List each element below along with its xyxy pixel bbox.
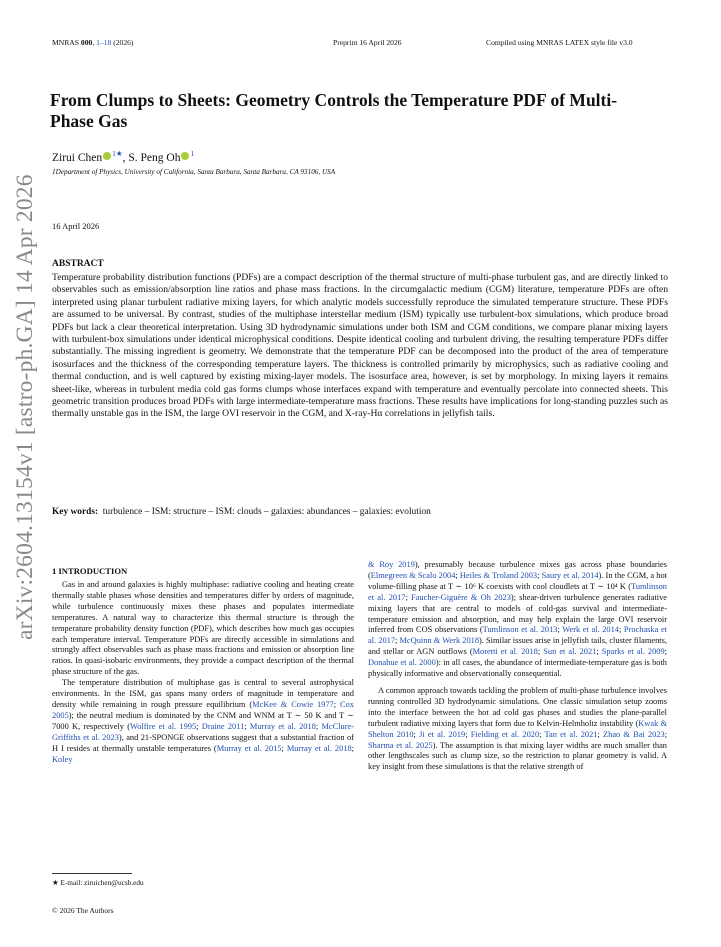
abstract-text: Temperature probability distribution functions (PDFs) are a compact description of the thermal structure of multi-phase turbulent gas, and are directly linked to observables such as emission/absorption line ratios and phase mass fractions. In the circumgalactic medium (CGM) literature, temperature PDFs are often interpreted using planar turbulent radiative mixing layers, for which analytic models successfully reproduce the simulated temperature structure. These PDFs are assumed to be universal. By contrast, studies of the multiphase interstellar medium (ISM) typically use turbulent-box simulations, which produce broad PDFs but lack a clear theoretical interpretation. Using 3D hydrodynamic simulations under both ISM and CGM conditions, we compare planar mixing layers with turbulent-box simulations under identical microphysical conditions. Despite identical cooling and turbulent driving, the resulting temperature PDFs differ substantially. The missing ingredient is geometry. We demonstrate that the temperature PDF can be decomposed into the product of the area of temperature isosurfaces and the thickness of the corresponding temperature layers. The thickness is controlled primarily by microphysics, such as radiative cooling and thermal conduction, and is well captured by existing mixing-layer models. The isosurface area, however, is set by morphology. In mixing layers it remains sheet-like, whereas in turbulent media cold gas forms clumps whose interfaces expand with temperature and eventually percolate into connected sheets. This geometric transition produces broad PDFs with large intermediate-temperature mass fractions. These results have implications for long-standing puzzles such as thermally unstable gas in the ISM, the large OVI reservoir in the CGM, and X-ray-Hα correlations in jellyfish tails. — [52, 272, 668, 420]
keywords-list: turbulence – ISM: structure – ISM: clouds – galaxies: abundances – galaxies: evolution — [102, 507, 431, 517]
citation-link[interactable]: Wolfire et al. 1995 — [130, 721, 197, 731]
paragraph: & Roy 2019), presumably because turbulence mixes gas across phase boundaries (Elmegreen & Scalo 2004; Heiles & Troland 2003; Saury et al. 2014). In the CGM, a hot volume-filling phase at T ∼ 10⁶ K coexists with cool cloudlets at T ∼ 10⁴ K (Tumlinson et al. 2017; Faucher-Giguère & Oh 2023); shear-driven turbulence generates radiative mixing layers that are central to models of cold-gas survival and intermediate-temperature emission and absorption, and may help explain the large OVI reservoir inferred from COS observations (Tumlinson et al. 2013; Werk et al. 2014; Prochaska et al. 2017; McQuinn & Werk 2018). Similar issues arise in jellyfish tails, cluster filaments, and stellar or AGN outflows (Moretti et al. 2018; Sun et al. 2021; Sparks et al. 2009; Donahue et al. 2000): in all cases, the abundance of intermediate-temperature gas is both physically informative and observationally consequential. — [368, 560, 668, 679]
author-affiliation-marker: 1★ — [112, 149, 123, 158]
footnote-rule — [52, 873, 132, 874]
journal-volume: 000 — [80, 38, 93, 47]
citation-link[interactable]: Sharma et al. 2025 — [368, 740, 433, 750]
footnote-email: ★ E-mail: ziruichen@ucsb.edu — [52, 878, 144, 887]
journal-name: MNRAS — [52, 38, 81, 47]
author-affiliation-marker: 1 — [190, 149, 195, 158]
keywords — [52, 507, 668, 517]
citation-link[interactable]: Kwak & Shelton 2010 — [368, 718, 667, 739]
abstract-heading: ABSTRACT — [52, 259, 104, 269]
running-header-left: MNRAS 000, 1–18 (2026) — [52, 38, 134, 47]
paragraph: Gas in and around galaxies is highly multiphase: radiative cooling and heating create thermally stable phases whose densities and temperatures differ by orders of magnitude, while turbulence continuously mixes these phases and populates intermediate temperatures. A natural way to characterize this thermal structure is through the temperature probability density function (PDF), which describes how much gas occupies each temperature interval. Temperature PDFs are directly accessible in simulations and strongly affect observables such as phase mass fractions and emission or absorption line ratios. In quasi-isobaric environments, they provide a compact description of the thermal phase structure of the gas. — [52, 580, 354, 677]
citation-link[interactable]: Murray et al. 2015 — [216, 743, 282, 753]
citation-link[interactable]: Draine 2011 — [201, 721, 245, 731]
citation-link[interactable]: Prochaska et al. 2017 — [368, 625, 668, 646]
citation-link[interactable]: Elmegreen & Scalo 2004 — [370, 570, 456, 580]
running-header-center: Preprint 16 April 2026 — [333, 38, 402, 47]
citation-link[interactable]: McClure-Griffiths et al. 2023 — [52, 721, 355, 742]
paragraph: A common approach towards tackling the problem of multi-phase turbulence involves running controlled 3D hydrodynamic simulations. One classic simulation setup zooms into the interface between the hot ad cold gas phases and studies the plane-parallel turbulent radiative mixing layers that form due to Kelvin-Helmholtz instability (Kwak & Shelton 2010; Ji et al. 2019; Fielding et al. 2020; Tan et al. 2021; Zhao & Bai 2023; Sharma et al. 2025). The assumption is that mixing layer widths are much smaller than other lengthscales such as clump size, so the restriction to planar geometry is valid. A key insight from these simulations is that the relative strength of — [368, 685, 668, 772]
copyright: © 2026 The Authors — [52, 906, 114, 915]
citation-link[interactable]: & Roy 2019 — [368, 560, 415, 569]
citation-link[interactable]: Tumlinson et al. 2017 — [368, 581, 667, 602]
page-range-link[interactable]: 1–18 — [96, 38, 112, 47]
orcid-icon[interactable] — [181, 152, 189, 160]
citation-link[interactable]: Murray et al. 2018 — [249, 721, 316, 731]
running-header-right: Compiled using MNRAS LATEX style file v3.0 — [486, 38, 633, 47]
orcid-icon[interactable] — [103, 152, 111, 160]
section-heading: 1 INTRODUCTION — [52, 566, 128, 576]
paper-title: From Clumps to Sheets: Geometry Controls the Temperature PDF of Multi-Phase Gas — [50, 90, 618, 131]
author-name[interactable]: S. Peng Oh — [128, 152, 181, 164]
citation-link[interactable]: Sun et al. 2021 — [543, 647, 597, 657]
citation-link[interactable]: Faucher-Giguère & Oh 2023 — [411, 592, 511, 602]
citation-link[interactable]: Werk et al. 2014 — [562, 625, 619, 635]
citation-link[interactable]: Zhao & Bai 2023 — [603, 729, 665, 739]
citation-link[interactable]: Cox 2005 — [52, 699, 354, 720]
paragraph: The temperature distribution of multiphase gas is central to several astrophysical environments. In the ISM, gas spans many orders of magnitude in temperature and density while remaining in rough pressure equilibrium (McKee & Cowie 1977; Cox 2005); the neutral medium is dominated by the CNM and WNM at T ∼ 50 K and T ∼ 7000 K, respectively (Wolfire et al. 1995; Draine 2011; Murray et al. 2018; McClure-Griffiths et al. 2023), and 21-SPONGE observations suggest that a substantial fraction of H I resides at thermally unstable temperatures (Murray et al. 2015; Murray et al. 2018; Koley — [52, 678, 355, 764]
citation-link[interactable]: Heiles & Troland 2003 — [459, 570, 538, 580]
citation-link[interactable]: Tumlinson et al. 2013 — [482, 625, 558, 635]
citation-link[interactable]: Saury et al. 2014 — [541, 570, 599, 580]
citation-link[interactable]: Fielding et al. 2020 — [470, 729, 540, 739]
citation-link[interactable]: McQuinn & Werk 2018 — [399, 636, 480, 646]
keywords-label: Key words: — [52, 507, 99, 517]
citation-link[interactable]: Sparks et al. 2009 — [601, 647, 665, 657]
author-name[interactable]: Zirui Chen — [52, 152, 103, 164]
submission-date: 16 April 2026 — [52, 221, 100, 231]
arxiv-identifier-stamp: arXiv:2604.13154v1 [astro-ph.GA] 14 Apr 2026 — [12, 174, 38, 640]
citation-link[interactable]: Ji et al. 2019 — [419, 729, 466, 739]
body-column-left — [52, 580, 354, 765]
citation-link[interactable]: Donahue et al. 2000 — [368, 658, 436, 668]
citation-link[interactable]: McKee & Cowie 1977 — [252, 699, 334, 709]
body-column-right — [368, 560, 667, 773]
author-list: Zirui Chen $^{1★}$, S. Peng Oh $^1$ — [52, 149, 195, 164]
affiliation: 1Department of Physics, University of California, Santa Barbara, Santa Barbara, CA 93106, USA — [52, 168, 336, 176]
citation-link[interactable]: Moretti et al. 2018 — [472, 647, 538, 657]
citation-link[interactable]: Murray et al. 2018 — [286, 743, 352, 753]
citation-link[interactable]: Koley — [52, 754, 73, 764]
citation-link[interactable]: Tan et al. 2021 — [544, 729, 598, 739]
journal-year: (2026) — [111, 38, 134, 47]
